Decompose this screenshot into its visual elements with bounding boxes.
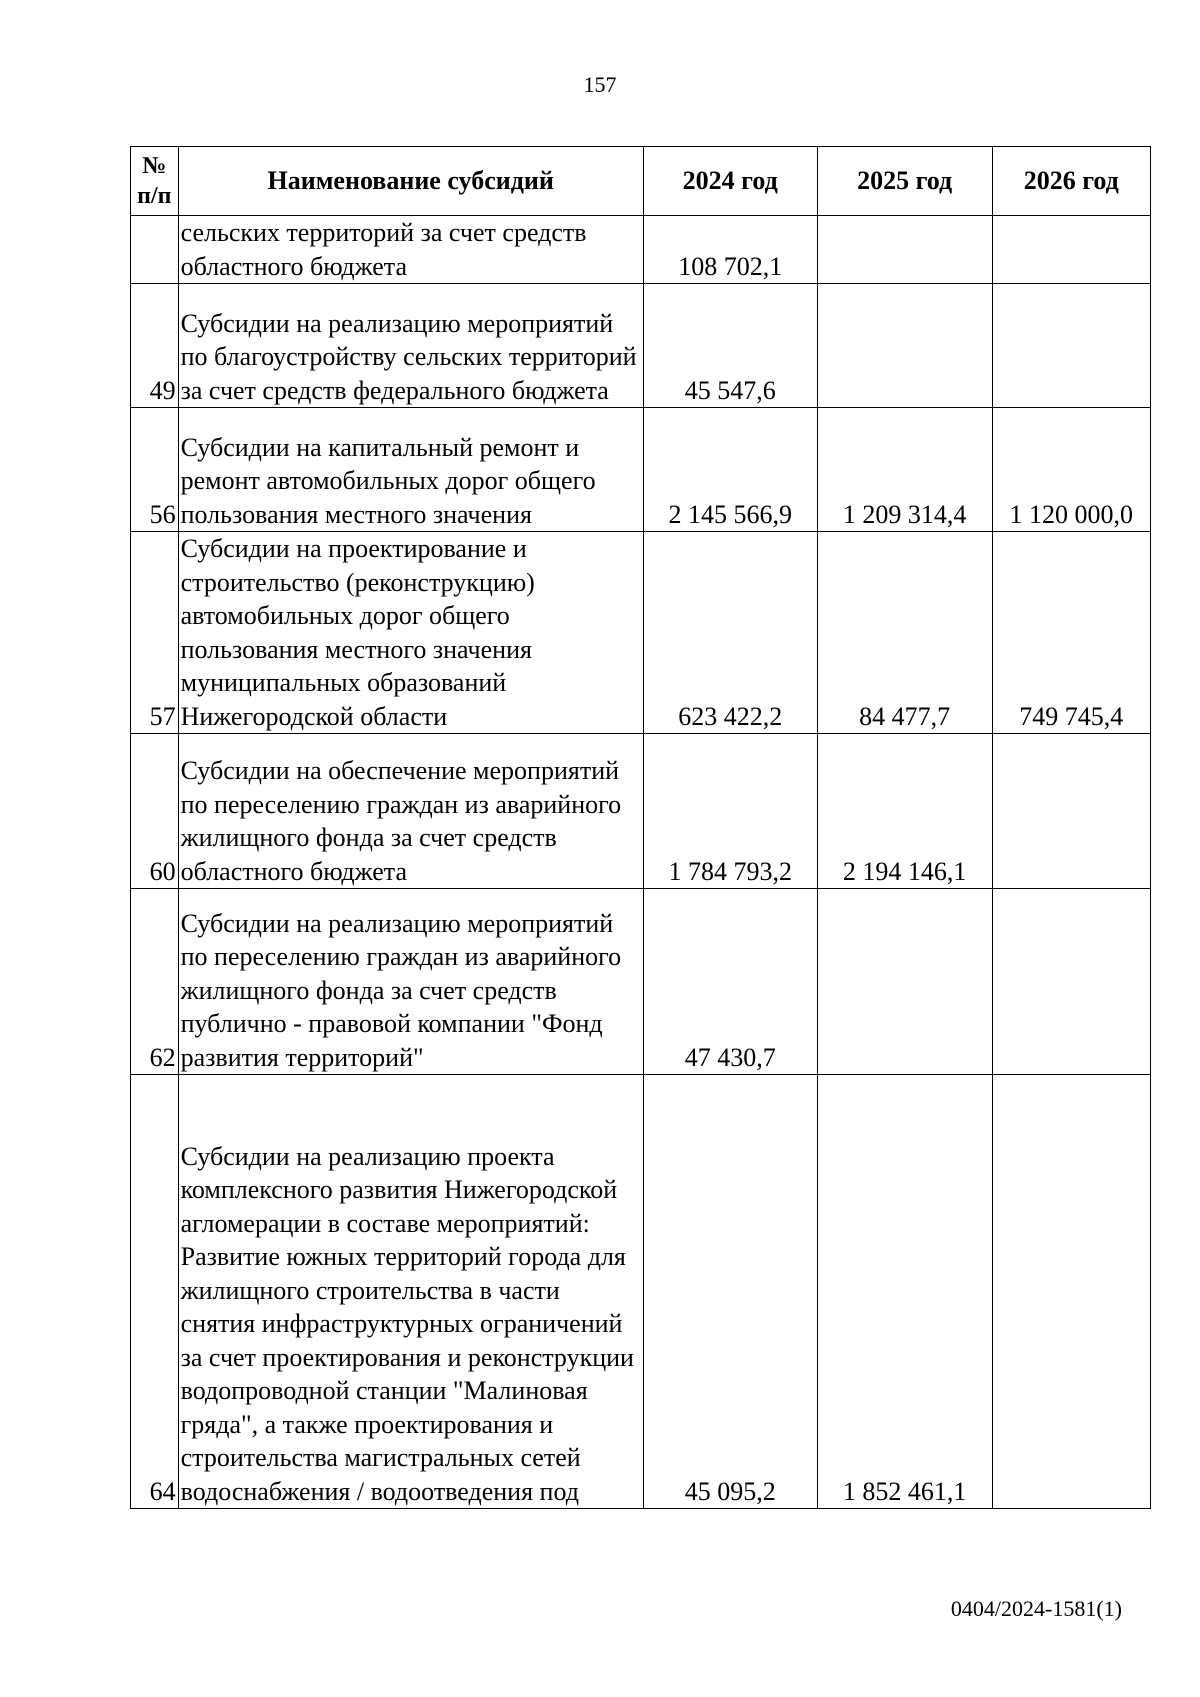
- row-value-2026: 749 745,4: [992, 532, 1150, 734]
- row-value-2025: 1 852 461,1: [817, 1075, 992, 1509]
- row-name: Субсидии на обеспечение мероприятий по переселению граждан из аварийного жилищного фонда за счет средств областного бюджета: [178, 734, 643, 889]
- table-row: [131, 889, 1151, 1075]
- row-value-2025: [817, 216, 992, 284]
- row-value-2026: [992, 284, 1150, 408]
- row-value-2024: 45 547,6: [643, 284, 817, 408]
- table-header-row: [131, 147, 1151, 216]
- row-value-2025: [817, 284, 992, 408]
- page-number: 157: [583, 72, 617, 97]
- header-2024: 2024 год: [643, 147, 817, 216]
- row-value-2024: 1 784 793,2: [643, 734, 817, 889]
- row-value-2024: 45 095,2: [643, 1075, 817, 1509]
- row-name: Субсидии на реализацию мероприятий по благоустройству сельских территорий за счет средств федерального бюджета: [178, 284, 643, 408]
- row-name: сельских территорий за счет средств областного бюджета: [178, 216, 643, 284]
- row-value-2024: 2 145 566,9: [643, 408, 817, 532]
- row-value-2025: 2 194 146,1: [817, 734, 992, 889]
- row-number: 57: [131, 532, 179, 734]
- header-2026: 2026 год: [992, 147, 1150, 216]
- header-name: Наименование субсидий: [178, 147, 643, 216]
- table-row: [131, 1075, 1151, 1509]
- row-name: Субсидии на проектирование и строительство (реконструкцию) автомобильных дорог общего пользования местного значения муниципальных образований Нижегородской области: [178, 532, 643, 734]
- table-row: [131, 408, 1151, 532]
- row-value-2025: [817, 889, 992, 1075]
- document-code: 0404/2024-1581(1): [950, 1596, 1122, 1621]
- row-value-2026: [992, 734, 1150, 889]
- header-number: № п/п: [131, 147, 179, 216]
- row-value-2026: [992, 1075, 1150, 1509]
- row-value-2024: 108 702,1: [643, 216, 817, 284]
- table-row: [131, 284, 1151, 408]
- header-2025: 2025 год: [817, 147, 992, 216]
- row-number: 56: [131, 408, 179, 532]
- row-number: 64: [131, 1075, 179, 1509]
- row-number: [131, 216, 179, 284]
- row-number: 49: [131, 284, 179, 408]
- row-value-2025: 84 477,7: [817, 532, 992, 734]
- row-value-2025: 1 209 314,4: [817, 408, 992, 532]
- row-number: 60: [131, 734, 179, 889]
- row-value-2026: [992, 216, 1150, 284]
- table-row: [131, 216, 1151, 284]
- row-value-2026: [992, 889, 1150, 1075]
- row-value-2026: 1 120 000,0: [992, 408, 1150, 532]
- row-name: Субсидии на реализацию проекта комплексного развития Нижегородской агломерации в составе мероприятий: Развитие южных территорий города для жилищного строительства в части снятия инфраструктурных ограничений за счет проектирования и реконструкции водопроводной станции "Малиновая гряда", а также проектирования и строительства магистральных сетей водоснабжения / водоотведения под: [178, 1075, 643, 1509]
- row-name: Субсидии на капитальный ремонт и ремонт автомобильных дорог общего пользования местного значения: [178, 408, 643, 532]
- table-row: [131, 734, 1151, 889]
- row-value-2024: 623 422,2: [643, 532, 817, 734]
- subsidies-table: [130, 146, 1151, 1509]
- row-value-2024: 47 430,7: [643, 889, 817, 1075]
- row-name: Субсидии на реализацию мероприятий по переселению граждан из аварийного жилищного фонда за счет средств публично - правовой компании "Фонд развития территорий": [178, 889, 643, 1075]
- row-number: 62: [131, 889, 179, 1075]
- table-row: [131, 532, 1151, 734]
